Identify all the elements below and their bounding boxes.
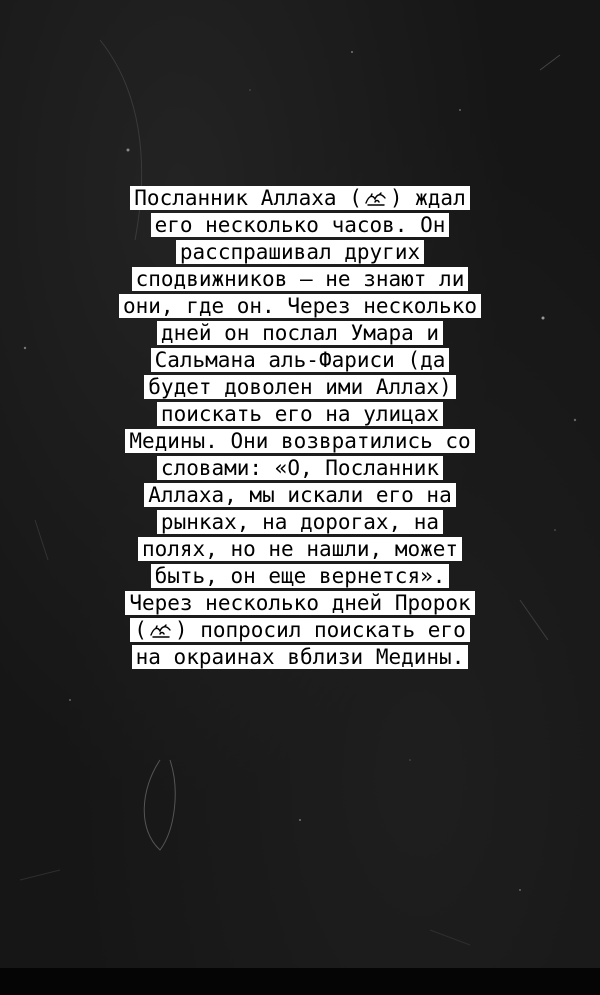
caption-text: ( xyxy=(134,618,147,642)
caption-text: сподвижников – не знают ли xyxy=(135,267,465,291)
caption-text: рынках, на дорогах, на xyxy=(160,510,440,534)
caption-text: поискать его на улицах xyxy=(160,402,440,426)
caption-text: словами: «О, Посланник xyxy=(160,456,440,480)
caption-line xyxy=(130,618,469,642)
caption-text: будет доволен ими Аллах) xyxy=(148,375,452,399)
caption-line xyxy=(157,402,443,426)
caption-line xyxy=(144,483,455,507)
story-caption xyxy=(88,186,512,672)
caption-line xyxy=(144,375,455,399)
caption-line xyxy=(157,321,443,345)
caption-line xyxy=(151,348,450,372)
caption-text: дней он послал Умара и xyxy=(160,321,440,345)
caption-line xyxy=(132,645,469,669)
caption-line xyxy=(151,564,450,588)
caption-line xyxy=(138,537,462,561)
caption-line xyxy=(157,510,443,534)
salawat-icon xyxy=(363,190,389,208)
caption-text: ) попросил поискать его xyxy=(174,618,466,642)
caption-line xyxy=(125,591,474,615)
caption-line xyxy=(130,186,469,210)
caption-text: ) ждал xyxy=(389,186,466,210)
caption-text: Аллаха, мы искали его на xyxy=(148,483,452,507)
caption-text: быть, он еще вернется». xyxy=(154,564,446,588)
salawat-icon xyxy=(148,622,174,640)
caption-line xyxy=(157,456,443,480)
caption-line xyxy=(119,294,481,318)
caption-text: его несколько часов. Он xyxy=(154,213,446,237)
caption-text: расспрашивал других xyxy=(179,240,421,264)
caption-line xyxy=(151,213,450,237)
caption-text: Сальмана аль-Фариси (да xyxy=(154,348,446,372)
caption-line xyxy=(132,267,469,291)
caption-text: Через несколько дней Пророк xyxy=(129,591,471,615)
caption-text: полях, но не нашли, может xyxy=(141,537,459,561)
caption-line xyxy=(176,240,424,264)
bottom-bar xyxy=(0,968,600,995)
caption-text: они, где он. Через несколько xyxy=(122,294,477,318)
caption-line xyxy=(125,429,474,453)
caption-text: Посланник Аллаха ( xyxy=(134,186,362,210)
caption-text: на окраинах вблизи Медины. xyxy=(135,645,465,669)
caption-text: Медины. Они возвратились со xyxy=(129,429,471,453)
